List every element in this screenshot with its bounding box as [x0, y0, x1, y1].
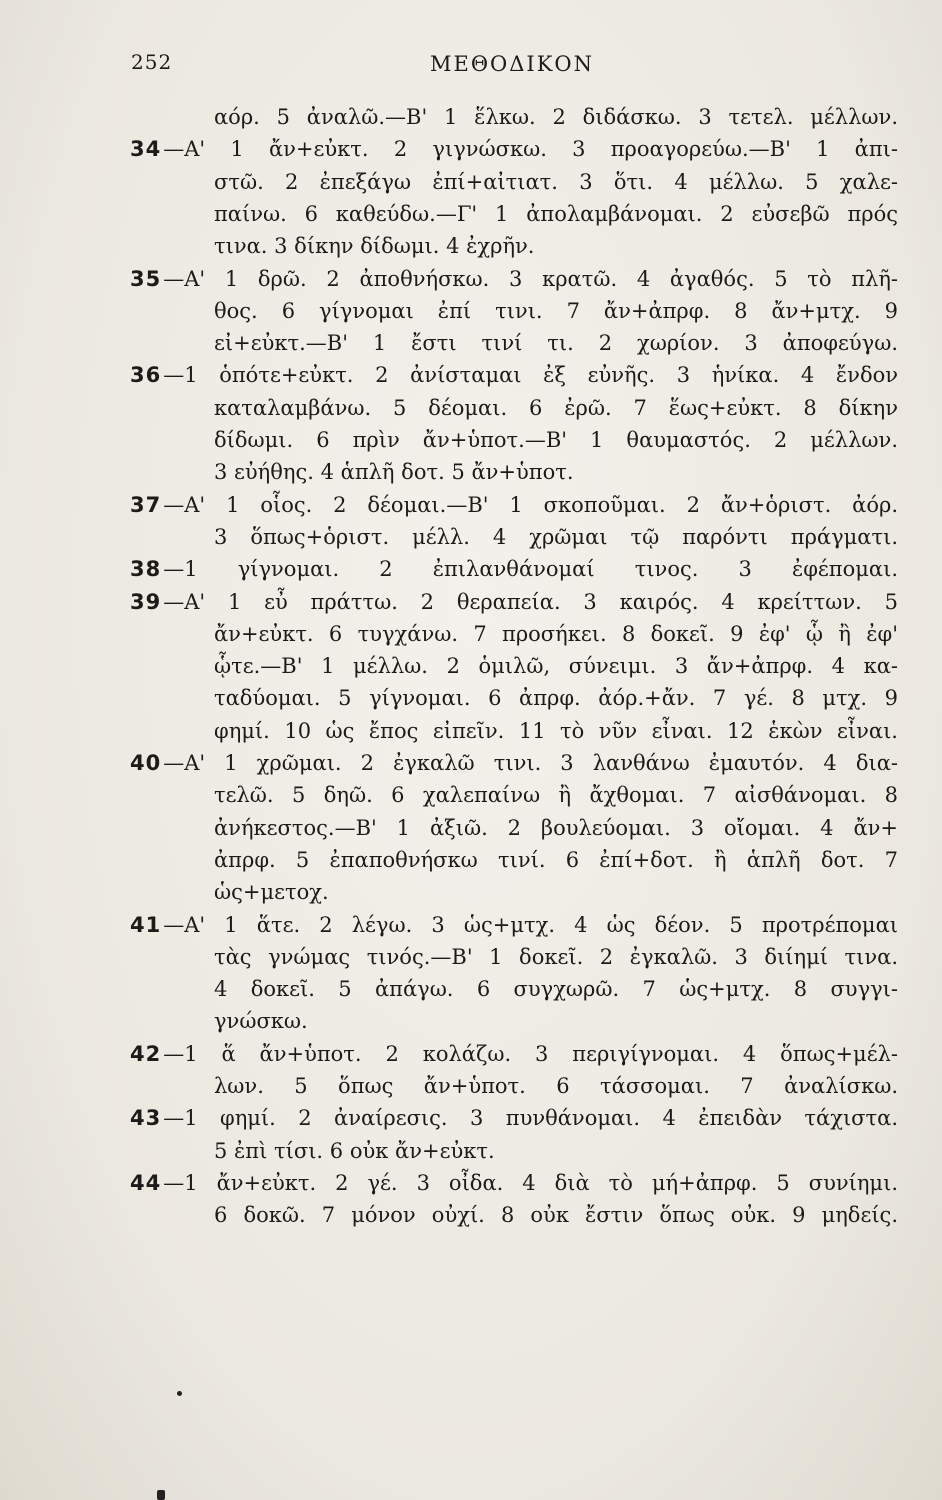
line-text: παίνω. 6 καθεύδω.—Γ' 1 ἀπολαμβάνομαι. 2 εὐσεβῶ πρός — [214, 201, 898, 226]
page-number: 252 — [131, 50, 173, 74]
section-line — [130, 746, 898, 780]
text-line — [214, 326, 898, 360]
line-text: ἄν+εὐκτ. 6 τυγχάνω. 7 προσήκει. 8 δοκεῖ. 9 ἐφ' ᾧ ἢ ἐφ' — [214, 621, 898, 646]
line-text: —1 ἅ ἄν+ὑποτ. 2 κολάζω. 3 περιγίγνομαι. 4 ὅπως+μέλ- — [163, 1041, 898, 1066]
text-line — [214, 875, 329, 909]
text-line — [214, 940, 898, 974]
section-number: 41 — [130, 912, 162, 937]
text-line — [214, 972, 898, 1006]
line-text: τελῶ. 5 δηῶ. 6 χαλεπαίνω ἢ ἄχθομαι. 7 αἰσθάνομαι. 8 — [214, 783, 898, 808]
text-line — [214, 1004, 308, 1038]
line-text: —1 ὁπότε+εὐκτ. 2 ἀνίσταμαι ἐξ εὐνῆς. 3 ἡνίκα. 4 ἔνδον — [163, 363, 898, 388]
line-text: τινα. 3 δίκην δίδωμι. 4 ἐχρῆν. — [214, 234, 535, 259]
section-number: 37 — [130, 492, 162, 517]
section-number: 36 — [130, 363, 162, 388]
line-text: 3 εὐήθης. 4 ἁπλῆ δοτ. 5 ἄν+ὑποτ. — [214, 460, 574, 485]
line-text: λων. 5 ὅπως ἄν+ὑποτ. 6 τάσσομαι. 7 ἀναλίσκω. — [214, 1074, 898, 1098]
text-line — [214, 1198, 898, 1232]
line-text: στῶ. 2 ἐπεξάγω ἐπί+αἰτιατ. 3 ὅτι. 4 μέλλω. 5 χαλε- — [214, 169, 898, 194]
text-line — [214, 617, 898, 651]
line-text: ὡς+μετοχ. — [214, 880, 329, 905]
text-line — [214, 778, 898, 812]
line-text: ταδύομαι. 5 γίγνομαι. 6 ἀπρφ. ἀόρ.+ἄν. 7 γέ. 8 μτχ. 9 — [214, 686, 898, 711]
section-line — [130, 488, 898, 522]
text-line — [214, 294, 898, 328]
text-line — [214, 1069, 898, 1103]
text-line — [214, 520, 898, 554]
section-line — [130, 585, 898, 619]
section-number: 35 — [130, 266, 162, 291]
line-text: 4 δοκεῖ. 5 ἀπάγω. 6 συγχωρῶ. 7 ὡς+μτχ. 8 συγγι- — [214, 977, 898, 1002]
section-line — [130, 1166, 898, 1200]
section-number: 44 — [130, 1170, 162, 1195]
line-text: —Α' 1 εὖ πράττω. 2 θεραπεία. 3 καιρός. 4 κρείττων. 5 — [163, 589, 898, 614]
text-line — [214, 681, 898, 715]
line-text: —Α' 1 δρῶ. 2 ἀποθνήσκω. 3 κρατῶ. 4 ἀγαθός. 5 τὸ πλῆ- — [163, 266, 898, 291]
section-line — [130, 262, 898, 296]
section-line — [130, 908, 898, 942]
line-text: τὰς γνώμας τινός.—Β' 1 δοκεῖ. 2 ἐγκαλῶ. 3 διίημί τινα. — [214, 944, 898, 969]
section-line — [130, 552, 898, 586]
section-number: 34 — [130, 137, 162, 162]
text-line — [214, 165, 898, 199]
section-line — [130, 358, 898, 392]
text-line — [214, 843, 898, 877]
line-text: —Α' 1 οἷος. 2 δέομαι.—Β' 1 σκοποῦμαι. 2 ἄν+ὁριστ. ἀόρ. — [163, 492, 898, 517]
text-line — [214, 391, 898, 425]
line-text: εἰ+εὐκτ.—Β' 1 ἔστι τινί τι. 2 χωρίον. 3 ἀποφεύγω. — [214, 331, 898, 356]
line-text: —Α' 1 ἄν+εὐκτ. 2 γιγνώσκω. 3 προαγορεύω.—Β' 1 ἀπι- — [163, 137, 898, 162]
line-text: ᾧτε.—Β' 1 μέλλω. 2 ὁμιλῶ, σύνειμι. 3 ἄν+ἀπρφ. 4 κα- — [214, 654, 898, 679]
line-text: καταλαμβάνω. 5 δέομαι. 6 ἐρῶ. 7 ἕως+εὐκτ. 8 δίκην — [214, 395, 898, 420]
line-text: 5 ἐπὶ τίσι. 6 οὐκ ἄν+εὐκτ. — [214, 1138, 495, 1163]
line-text: αόρ. 5 ἀναλῶ.—Β' 1 ἕλκω. 2 διδάσκω. 3 τετελ. μέλλων. — [214, 105, 898, 129]
line-text: φημί. 10 ὡς ἔπος εἰπεῖν. 11 τὸ νῦν εἶναι. 12 ἑκὼν εἶναι. — [214, 718, 898, 743]
text-line — [214, 423, 898, 457]
ink-speck — [177, 1391, 182, 1396]
section-line — [130, 1101, 898, 1135]
line-text: 6 δοκῶ. 7 μόνον οὐχί. 8 οὐκ ἔστιν ὅπως οὐκ. 9 μηδείς. — [214, 1203, 898, 1228]
line-text: δίδωμι. 6 πρὶν ἄν+ὑποτ.—Β' 1 θαυμαστός. 2 μέλλων. — [214, 428, 898, 452]
line-text: θος. 6 γίγνομαι ἐπί τινι. 7 ἄν+ἀπρφ. 8 ἄν+μτχ. 9 — [214, 298, 898, 323]
line-text: —1 φημί. 2 ἀναίρεσις. 3 πυνθάνομαι. 4 ἐπειδὰν τάχιστα. — [163, 1106, 898, 1131]
text-line — [214, 714, 898, 748]
section-number: 43 — [130, 1106, 162, 1131]
line-text: ἀνήκεστος.—Β' 1 ἀξιῶ. 2 βουλεύομαι. 3 οἴομαι. 4 ἄν+ — [214, 815, 898, 840]
line-text: γνώσκω. — [214, 1009, 308, 1034]
text-line — [214, 197, 898, 231]
line-text: —Α' 1 χρῶμαι. 2 ἐγκαλῶ τινι. 3 λανθάνω ἐμαυτόν. 4 δια- — [163, 751, 898, 775]
section-number: 40 — [130, 751, 162, 775]
line-text: —Α' 1 ἅτε. 2 λέγω. 3 ὡς+μτχ. 4 ὡς δέον. 5 προτρέπομαι — [163, 912, 898, 937]
line-text: —1 γίγνομαι. 2 ἐπιλανθάνομαί τινος. 3 ἐφέπομαι. — [163, 557, 898, 582]
ink-speck — [157, 1490, 165, 1500]
text-line — [214, 100, 898, 134]
section-line — [130, 132, 898, 166]
section-number: 38 — [130, 557, 162, 582]
line-text: ἀπρφ. 5 ἐπαποθνήσκω τινί. 6 ἐπί+δοτ. ἢ ἁπλῆ δοτ. 7 — [214, 847, 898, 872]
section-number: 39 — [130, 589, 162, 614]
text-line — [214, 1134, 495, 1168]
section-line — [130, 1037, 898, 1071]
text-line — [214, 229, 535, 263]
section-number: 42 — [130, 1041, 162, 1066]
line-text: —1 ἄν+εὐκτ. 2 γέ. 3 οἶδα. 4 διὰ τὸ μή+ἀπρφ. 5 συνίημι. — [163, 1170, 898, 1195]
line-text: 3 ὅπως+ὁριστ. μέλλ. 4 χρῶμαι τῷ παρόντι πράγματι. — [214, 524, 898, 549]
running-title: ΜΕΘΟΔΙΚΟΝ — [430, 52, 595, 76]
text-line — [214, 649, 898, 683]
text-line — [214, 455, 574, 489]
text-line — [214, 811, 898, 845]
page-header — [0, 46, 942, 86]
